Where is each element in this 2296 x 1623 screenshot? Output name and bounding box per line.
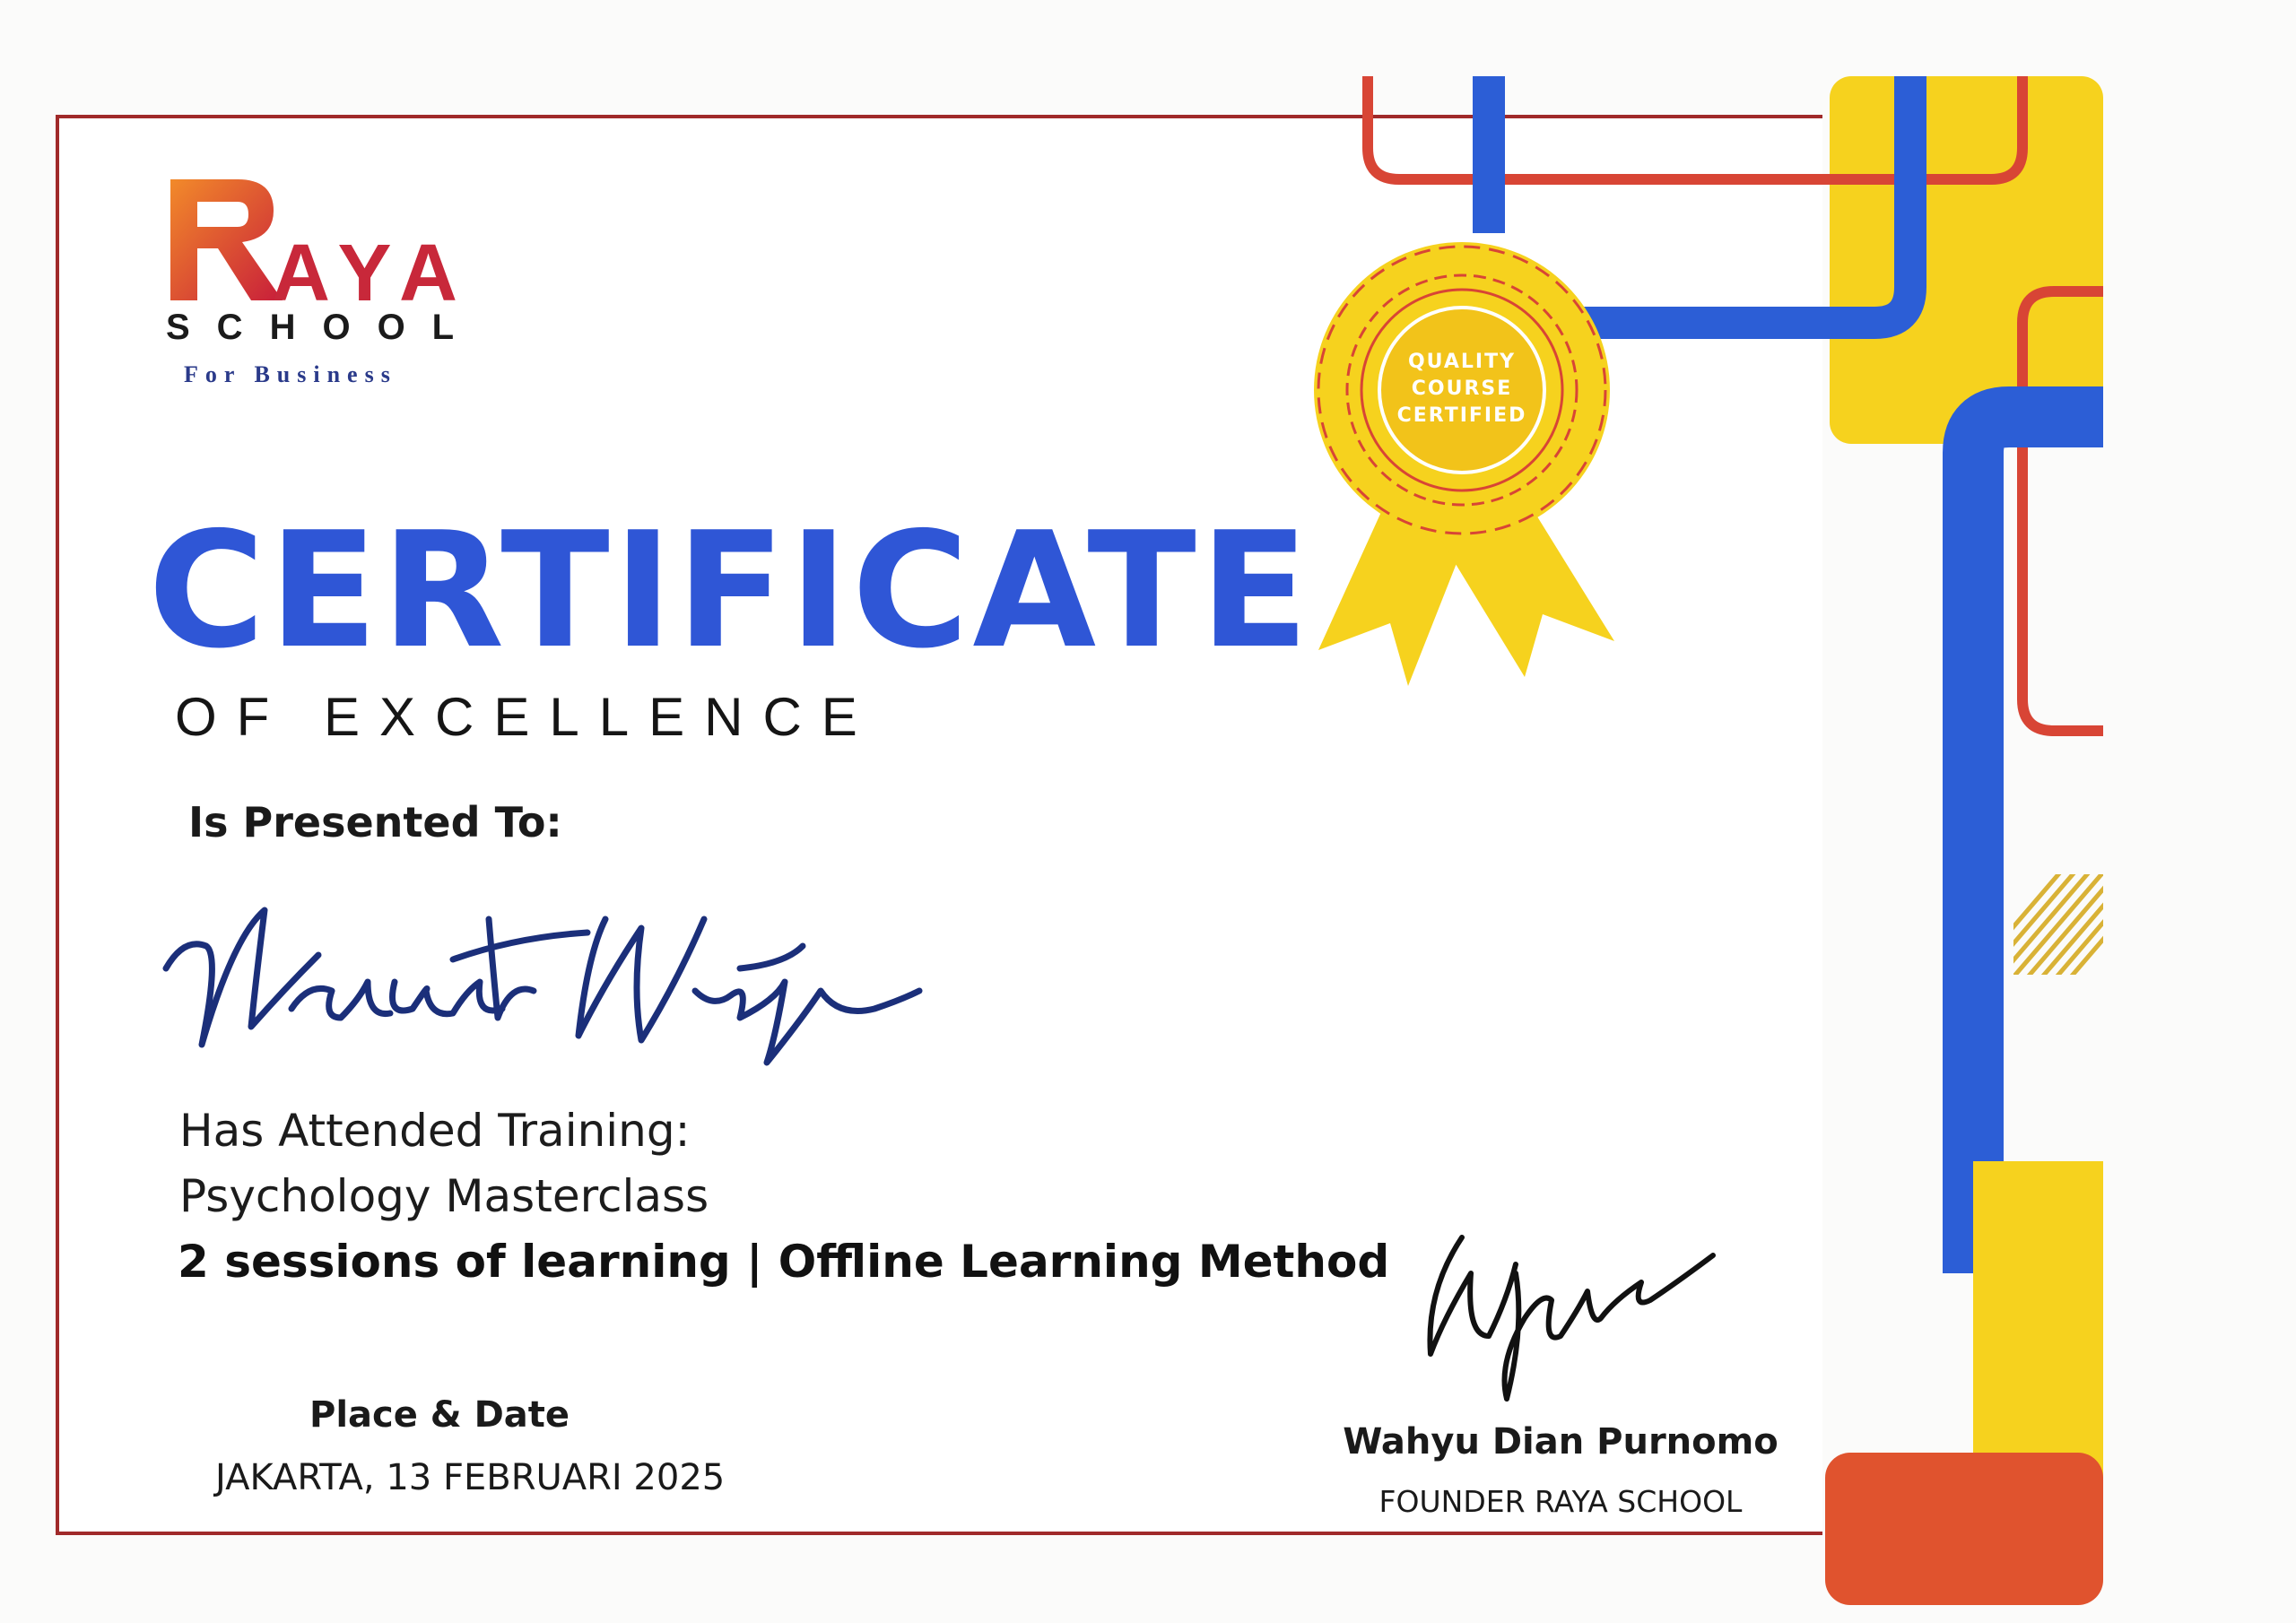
logo-tagline: For Business xyxy=(184,361,397,387)
sessions-line: 2 sessions of learning | Offline Learning Method xyxy=(178,1236,1390,1288)
red-block-bottom xyxy=(1825,1453,2103,1605)
frame-bottom-line xyxy=(56,1532,1822,1535)
founder-role: FOUNDER RAYA SCHOOL xyxy=(1378,1484,1743,1519)
seal-line-2: COURSE xyxy=(1411,378,1513,400)
svg-text:AYA: AYA xyxy=(272,229,456,309)
certificate-subtitle: OF EXCELLENCE xyxy=(175,687,877,747)
logo-wordmark xyxy=(166,175,462,325)
yellow-block-bottom xyxy=(1973,1161,2103,1484)
place-date-value: JAKARTA, 13 FEBRUARI 2025 xyxy=(215,1457,726,1498)
founder-signature xyxy=(1408,1219,1731,1417)
place-date-label: Place & Date xyxy=(309,1394,570,1436)
red-pipe-right xyxy=(2022,291,2103,731)
logo-school-text: SCHOOL xyxy=(166,308,482,347)
course-name: Psychology Masterclass xyxy=(179,1170,709,1222)
yellow-block-top xyxy=(1830,76,2103,444)
presented-to-label: Is Presented To: xyxy=(188,798,562,846)
logo-raya-mark xyxy=(166,175,462,309)
hatch-pattern xyxy=(1962,861,2170,986)
seal-line-1: QUALITY xyxy=(1407,351,1517,373)
blue-pipe-long xyxy=(1973,417,2103,1273)
seal-line-3: CERTIFIED xyxy=(1396,404,1527,427)
raya-school-logo xyxy=(166,175,507,399)
certificate-title: CERTIFICATE xyxy=(148,498,1313,683)
recipient-signature-name xyxy=(157,883,964,1081)
quality-seal-badge xyxy=(1300,229,1623,695)
founder-name: Wahyu Dian Purnomo xyxy=(1343,1421,1779,1462)
attended-label: Has Attended Training: xyxy=(179,1105,691,1157)
